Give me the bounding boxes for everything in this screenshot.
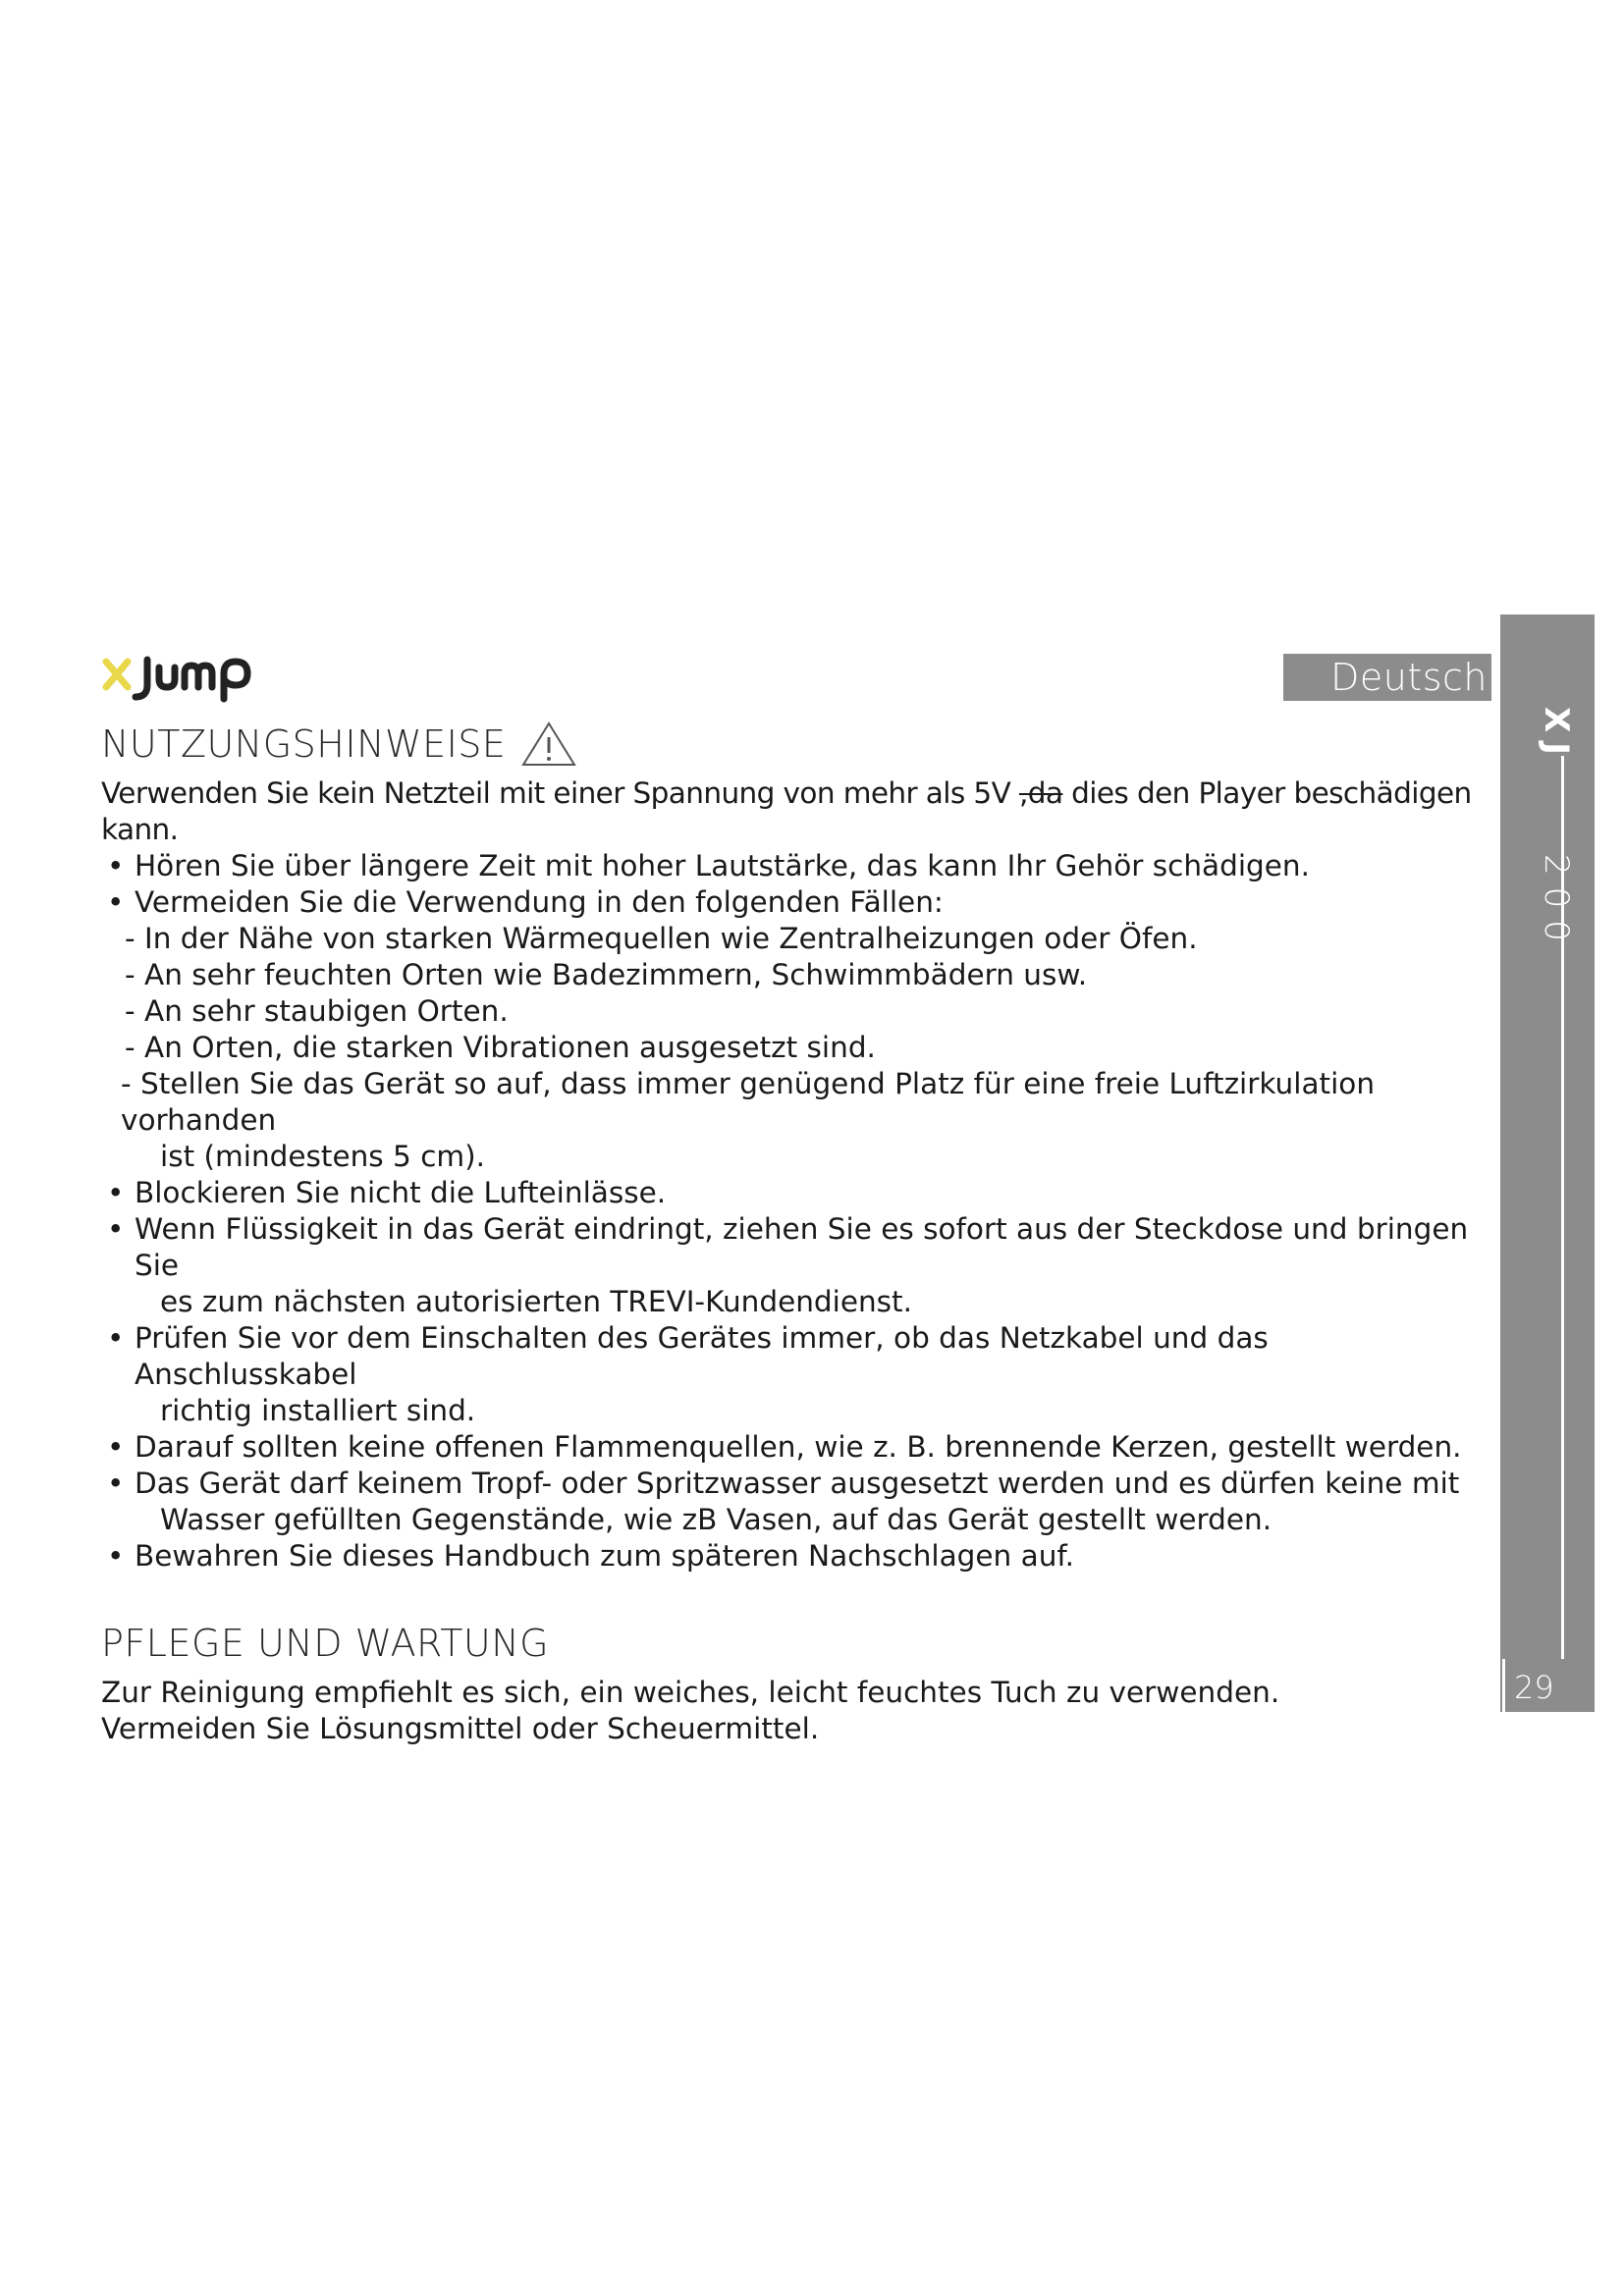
language-tab: Deutsch <box>1283 654 1491 701</box>
bullet-item: • Bewahren Sie dieses Handbuch zum späteren Nachschlagen auf. <box>101 1538 1486 1575</box>
bullet-item: • Vermeiden Sie die Verwendung in den folgenden Fällen: <box>101 884 1486 921</box>
bullet-item: • Blockieren Sie nicht die Lufteinlässe. <box>101 1175 1486 1211</box>
lead-paragraph: Verwenden Sie kein Netzteil mit einer Spannung von mehr als 5V ,da dies den Player beschädigen kann. <box>101 776 1472 846</box>
dash-item: - In der Nähe von starken Wärmequellen wie Zentralheizungen oder Öfen. <box>125 922 1198 955</box>
side-model-label <box>1497 707 1576 953</box>
section-title-care: PFLEGE UND WARTUNG <box>101 1622 550 1665</box>
bullet-item: • Prüfen Sie vor dem Einschalten des Gerätes immer, ob das Netzkabel und das Anschlusskabel richtig installiert sind. <box>101 1320 1486 1429</box>
bullet-item: • Das Gerät darf keinem Tropf- oder Spritzwasser ausgesetzt werden und es dürfen keine mit Wasser gefüllten Gegenstände, wie zB Vasen, auf das Gerät gestellt werden. <box>101 1466 1486 1538</box>
bullet-item: • Darauf sollten keine offenen Flammenquellen, wie z. B. brennende Kerzen, gestellt werden. <box>101 1429 1486 1466</box>
dash-item: - Stellen Sie das Gerät so auf, dass immer genügend Platz für eine freie Luftzirkulation vorhanden ist (mindestens 5 cm). <box>121 1067 1376 1173</box>
model-xj: XJ <box>1537 707 1576 765</box>
side-page-marker <box>1502 1659 1505 1712</box>
page-number: 29 <box>1514 1669 1554 1706</box>
page-content <box>101 717 1486 1747</box>
section-title-usage: NUTZUNGSHINWEISE <box>101 717 1486 772</box>
warning-triangle-icon <box>519 720 578 769</box>
care-line: Vermeiden Sie Lösungsmittel oder Scheuermittel. <box>101 1712 820 1745</box>
dash-item: - An Orten, die starken Vibrationen ausgesetzt sind. <box>125 1031 876 1064</box>
bullet-item: • Hören Sie über längere Zeit mit hoher Lautstärke, das kann Ihr Gehör schädigen. <box>101 848 1486 884</box>
xjump-logo <box>98 640 275 703</box>
model-number: 200 <box>1537 853 1576 953</box>
dash-item: - An sehr staubigen Orten. <box>125 994 509 1028</box>
care-line: Zur Reinigung empfiehlt es sich, ein weiches, leicht feuchtes Tuch zu verwenden. <box>101 1676 1280 1709</box>
dash-item: - An sehr feuchten Orten wie Badezimmern, Schwimmbädern usw. <box>125 958 1088 991</box>
bullet-item: • Wenn Flüssigkeit in das Gerät eindringt, ziehen Sie es sofort aus der Steckdose und bringen Sie es zum nächsten autorisierten TREVI-Kundendienst. <box>101 1211 1486 1320</box>
